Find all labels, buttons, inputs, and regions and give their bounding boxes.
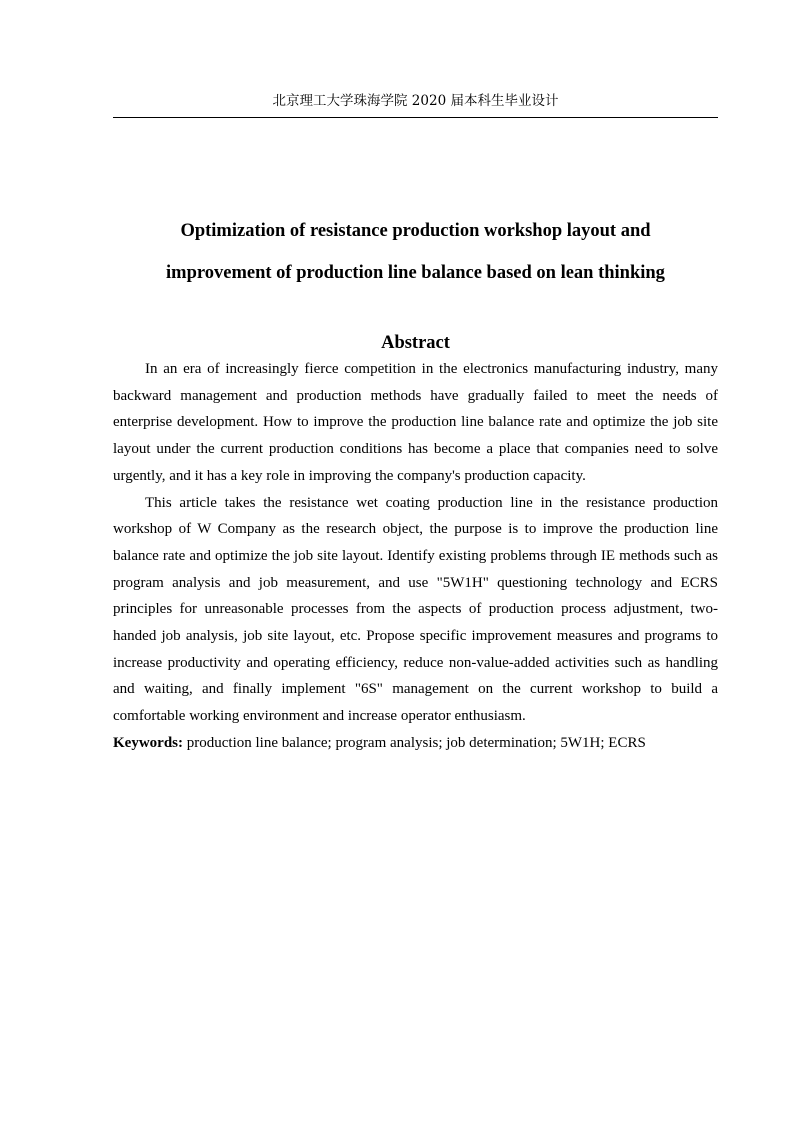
keywords-line (113, 730, 718, 757)
keywords-label: Keywords: (113, 734, 183, 751)
abstract-heading: Abstract (381, 333, 450, 353)
paper-title (113, 210, 718, 294)
header-rule (113, 117, 718, 118)
title-line-1: Optimization of resistance production workshop layout and (180, 221, 651, 241)
abstract-paragraph-1: In an era of increasingly fierce competition in the electronics manufacturing industry, many backward management and production methods have gradually failed to meet the needs of enterprise development. How to improve the production line balance rate and optimize the job site layout under the current production conditions has become a place that companies need to solve urgently, and it has a key role in improving the company's production capacity. (113, 361, 718, 484)
title-line-2: improvement of production line balance based on lean thinking (166, 263, 665, 283)
running-header: 北京理工大学珠海学院 2020 届本科生毕业设计 (272, 93, 559, 109)
keywords-text: production line balance; program analysis; job determination; 5W1H; ECRS (183, 734, 646, 751)
abstract-body (113, 356, 718, 757)
abstract-paragraph-2: This article takes the resistance wet coating production line in the resistance production workshop of W Company as the research object, the purpose is to improve the production line balance rate and optimize the job site layout. Identify existing problems through IE methods such as program analysis and job measurement, and use "5W1H" questioning technology and ECRS principles for unreasonable processes from the aspects of production process adjustment, two-handed job analysis, job site layout, etc. Propose specific improvement measures and programs to increase productivity and operating efficiency, reduce non-value-added activities such as handling and waiting, and finally implement "6S" management on the current workshop to build a comfortable working environment and increase operator enthusiasm. (113, 494, 718, 725)
